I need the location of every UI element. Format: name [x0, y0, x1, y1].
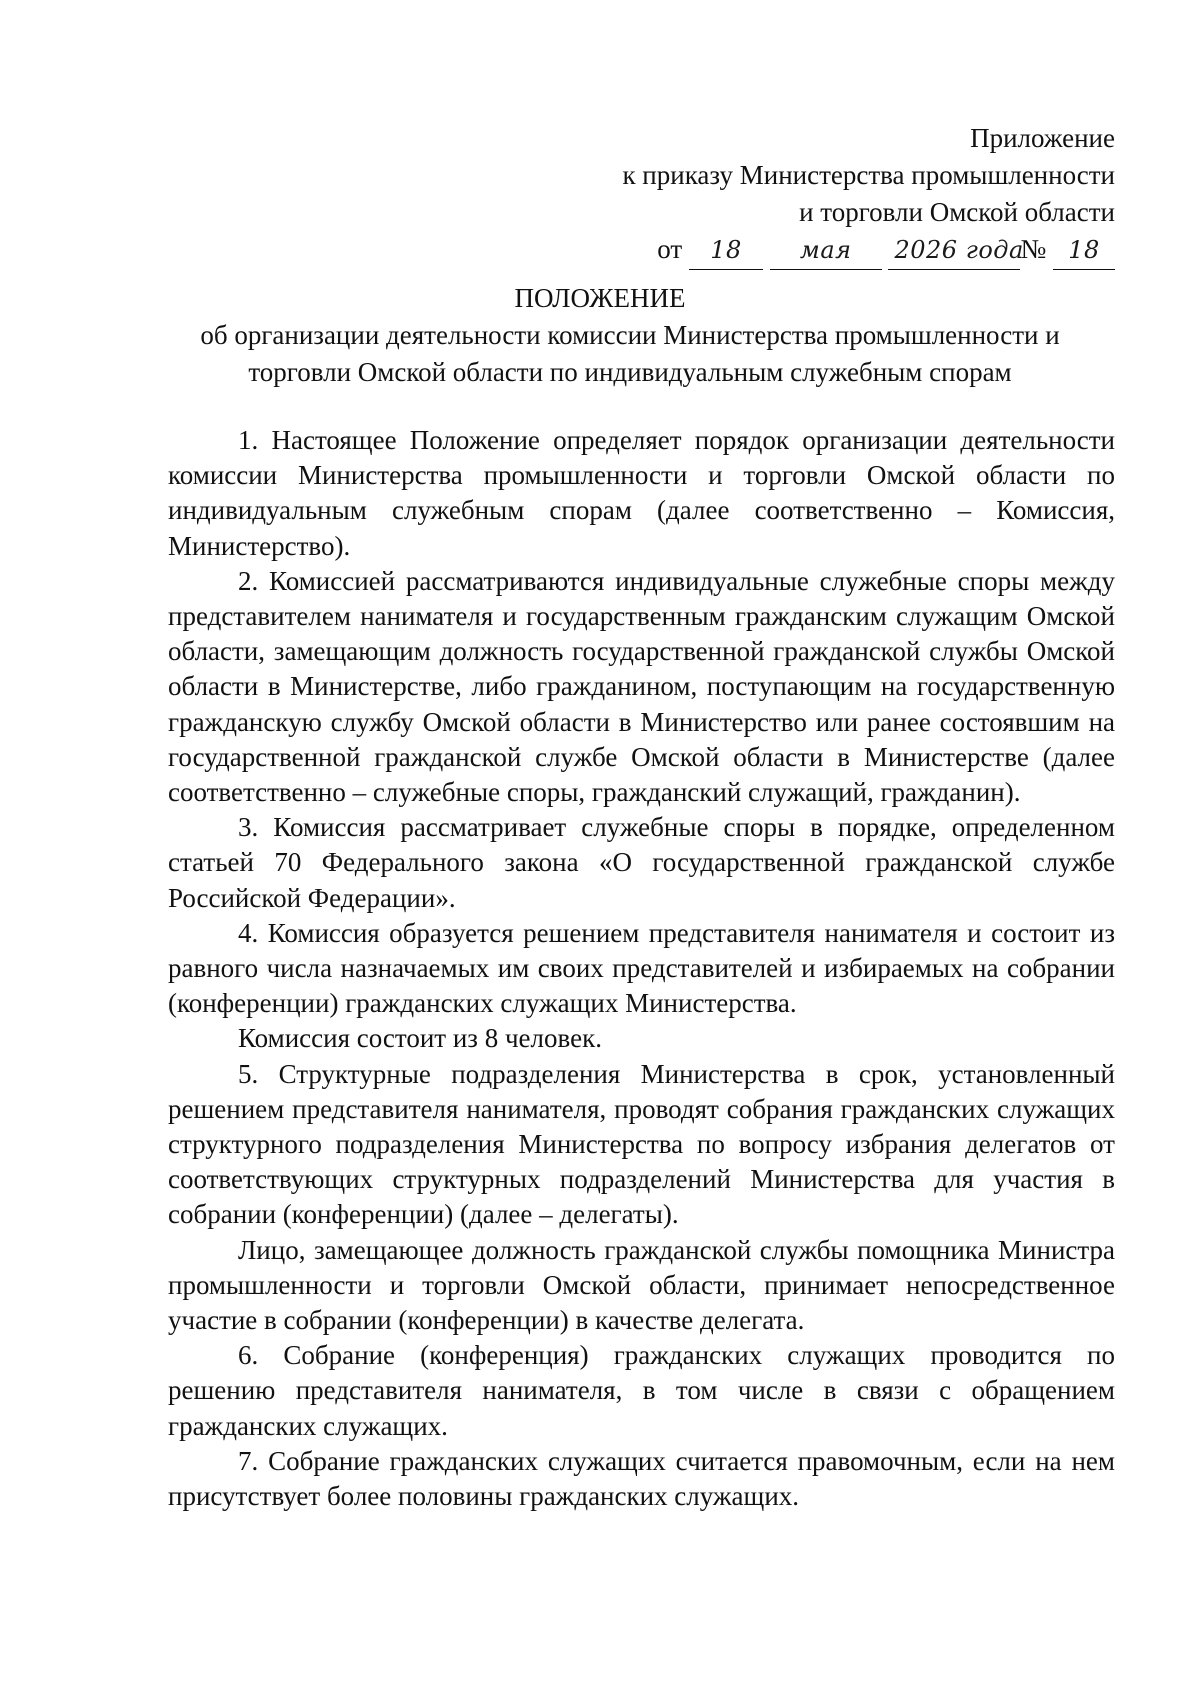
paragraph-4: 4. Комиссия образуется решением представителя нанимателя и состоит из равного числа назначаемых им своих представителей и избираемых на собрании (конференции) гражданских служащих Министерства. [168, 917, 1115, 1019]
appendix-block [622, 120, 1115, 270]
paragraph-4-members: Комиссия состоит из 8 человек. [238, 1023, 602, 1054]
handwritten-order-number: 18 [1053, 232, 1115, 270]
paragraph-5: 5. Структурные подразделения Министерства в срок, установленный решением представителя нанимателя, проводят собрания гражданских служащих структурного подразделения Министерства по вопросу избрания делегатов от соответствующих структурных подразделений Министерства для участия в собрании (конференции) (далее – делегаты). [168, 1058, 1115, 1230]
appendix-date-line [622, 231, 1115, 270]
handwritten-date-year: 2026 года [888, 232, 1020, 270]
date-prefix: от [657, 234, 683, 264]
paragraph-2: 2. Комиссией рассматриваются индивидуальные служебные споры между представителем нанимателя и государственным гражданским служащим Омской области, замещающим должность государственной гражданской службы Омской области в Министерстве, либо гражданином, поступающим на государственную гражданскую службу Омской области в Министерство или ранее состоявшим на государственной гражданской службе Омской области в Министерстве (далее соответственно – служебные споры, гражданский служащий, гражданин). [168, 565, 1115, 808]
handwritten-date-month: мая [770, 232, 882, 270]
paragraph-7: 7. Собрание гражданских служащих считается правомочным, если на нем присутствует более половины гражданских служащих. [168, 1445, 1115, 1512]
number-label: № [1020, 234, 1047, 264]
document-body [168, 423, 1115, 1514]
paragraph-3: 3. Комиссия рассматривает служебные споры в порядке, определенном статьей 70 Федерального закона «О государственной гражданской службе Российской Федерации». [168, 812, 1115, 913]
document-title: ПОЛОЖЕНИЕ [514, 283, 686, 313]
appendix-ministry: и торговли Омской области [799, 197, 1115, 227]
appendix-order-ref: к приказу Министерства промышленности [622, 160, 1115, 190]
paragraph-6: 6. Собрание (конференция) гражданских служащих проводится по решению представителя нанимателя, в том числе в связи с обращением гражданских служащих. [168, 1340, 1115, 1441]
document-subtitle: об организации деятельности комиссии Министерства промышленности и торговли Омской области по индивидуальным служебным спорам [200, 320, 1060, 387]
paragraph-5-assistant: Лицо, замещающее должность гражданской службы помощника Министра промышленности и торговли Омской области, принимает непосредственное участие в собрании (конференции) в качестве делегата. [168, 1234, 1115, 1336]
appendix-label: Приложение [970, 123, 1115, 153]
paragraph-1: 1. Настоящее Положение определяет порядок организации деятельности комиссии Министерства промышленности и торговли Омской области по индивидуальным служебным спорам (далее соответственно – Комиссия, Министерство). [168, 425, 1115, 561]
handwritten-date-day: 18 [689, 232, 763, 270]
